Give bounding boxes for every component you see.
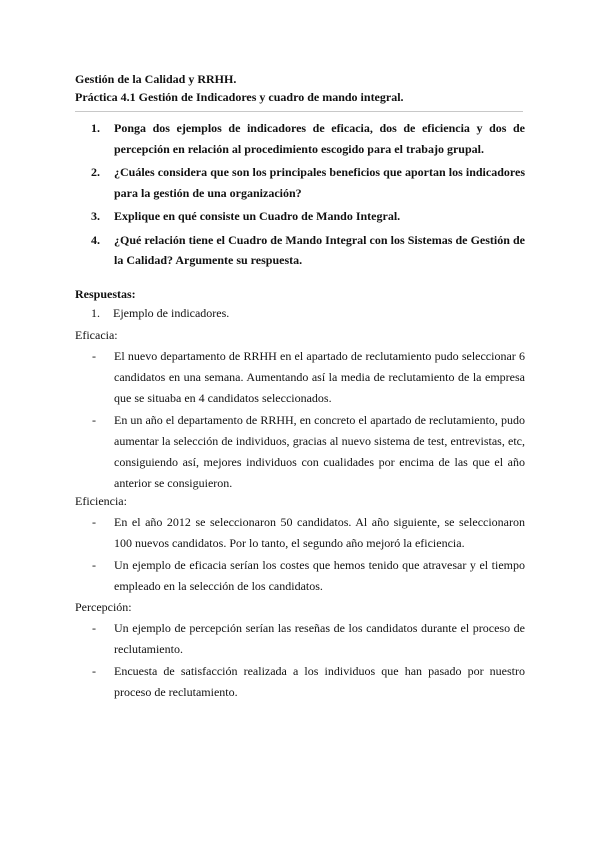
list-item [75,661,525,703]
answer-number: 1. [91,306,100,320]
dash-bullet: - [92,515,96,529]
list-item [75,410,525,494]
answer-text: Ejemplo de indicadores. [113,306,230,320]
question-item [75,118,525,159]
dash-bullet: - [92,413,96,427]
eficacia-label: Eficacia: [75,328,118,342]
question-text: Explique en qué consiste un Cuadro de Mando Integral. [114,209,401,223]
header-divider [75,111,523,112]
question-item [75,162,525,203]
course-title: Gestión de la Calidad y RRHH. [75,72,237,86]
answer-item [91,306,230,321]
list-item-text: En el año 2012 se seleccionaron 50 candidatos. Al año siguiente, se seleccionaron 100 nuevos candidatos. Por lo tanto, el segundo año mejoró la eficiencia. [114,515,525,550]
question-text: ¿Cuáles considera que son los principales beneficios que aportan los indicadores para la gestión de una organización? [114,165,525,200]
list-item-text: Un ejemplo de eficacia serían los costes que hemos tenido que atravesar y el tiempo empleado en la selección de los candidatos. [114,558,525,593]
list-item-text: En un año el departamento de RRHH, en concreto el apartado de reclutamiento, pudo aumentar la selección de individuos, gracias al nuevo sistema de test, entrevistas, etc, consiguiendo así, mejores individuos con cualidades por encima de las que el año anterior se consiguieron. [114,413,525,490]
question-text: ¿Qué relación tiene el Cuadro de Mando Integral con los Sistemas de Gestión de la Calidad? Argumente su respuesta. [114,232,525,267]
eficiencia-label: Eficiencia: [75,494,127,508]
list-item [75,346,525,409]
list-item [75,555,525,597]
eficacia-list [75,346,525,495]
list-item [75,618,525,660]
question-text: Ponga dos ejemplos de indicadores de eficacia, dos de eficiencia y dos de percepción en relación al procedimiento escogido para el trabajo grupal. [114,121,525,156]
eficiencia-list [75,512,525,598]
list-item-text: Encuesta de satisfacción realizada a los individuos que han pasado por nuestro proceso de reclutamiento. [114,664,525,699]
questions-list [75,118,525,274]
list-item-text: Un ejemplo de percepción serían las reseñas de los candidatos durante el proceso de reclutamiento. [114,621,525,656]
dash-bullet: - [92,621,96,635]
percepcion-list [75,618,525,704]
dash-bullet: - [92,558,96,572]
question-number: 3. [91,209,100,223]
question-number: 1. [91,121,100,135]
dash-bullet: - [92,349,96,363]
percepcion-label: Percepción: [75,600,132,614]
question-item [75,206,525,227]
question-item [75,230,525,271]
answers-heading: Respuestas: [75,287,136,301]
list-item [75,512,525,554]
question-number: 4. [91,232,100,247]
list-item-text: El nuevo departamento de RRHH en el apartado de reclutamiento pudo seleccionar 6 candidatos en una semana. Aumentando así la media de reclutamiento de la empresa que se situaba en 4 candidatos seleccionados. [114,349,525,405]
question-number: 2. [91,165,100,179]
dash-bullet: - [92,664,96,678]
practice-title: Práctica 4.1 Gestión de Indicadores y cuadro de mando integral. [75,90,404,104]
